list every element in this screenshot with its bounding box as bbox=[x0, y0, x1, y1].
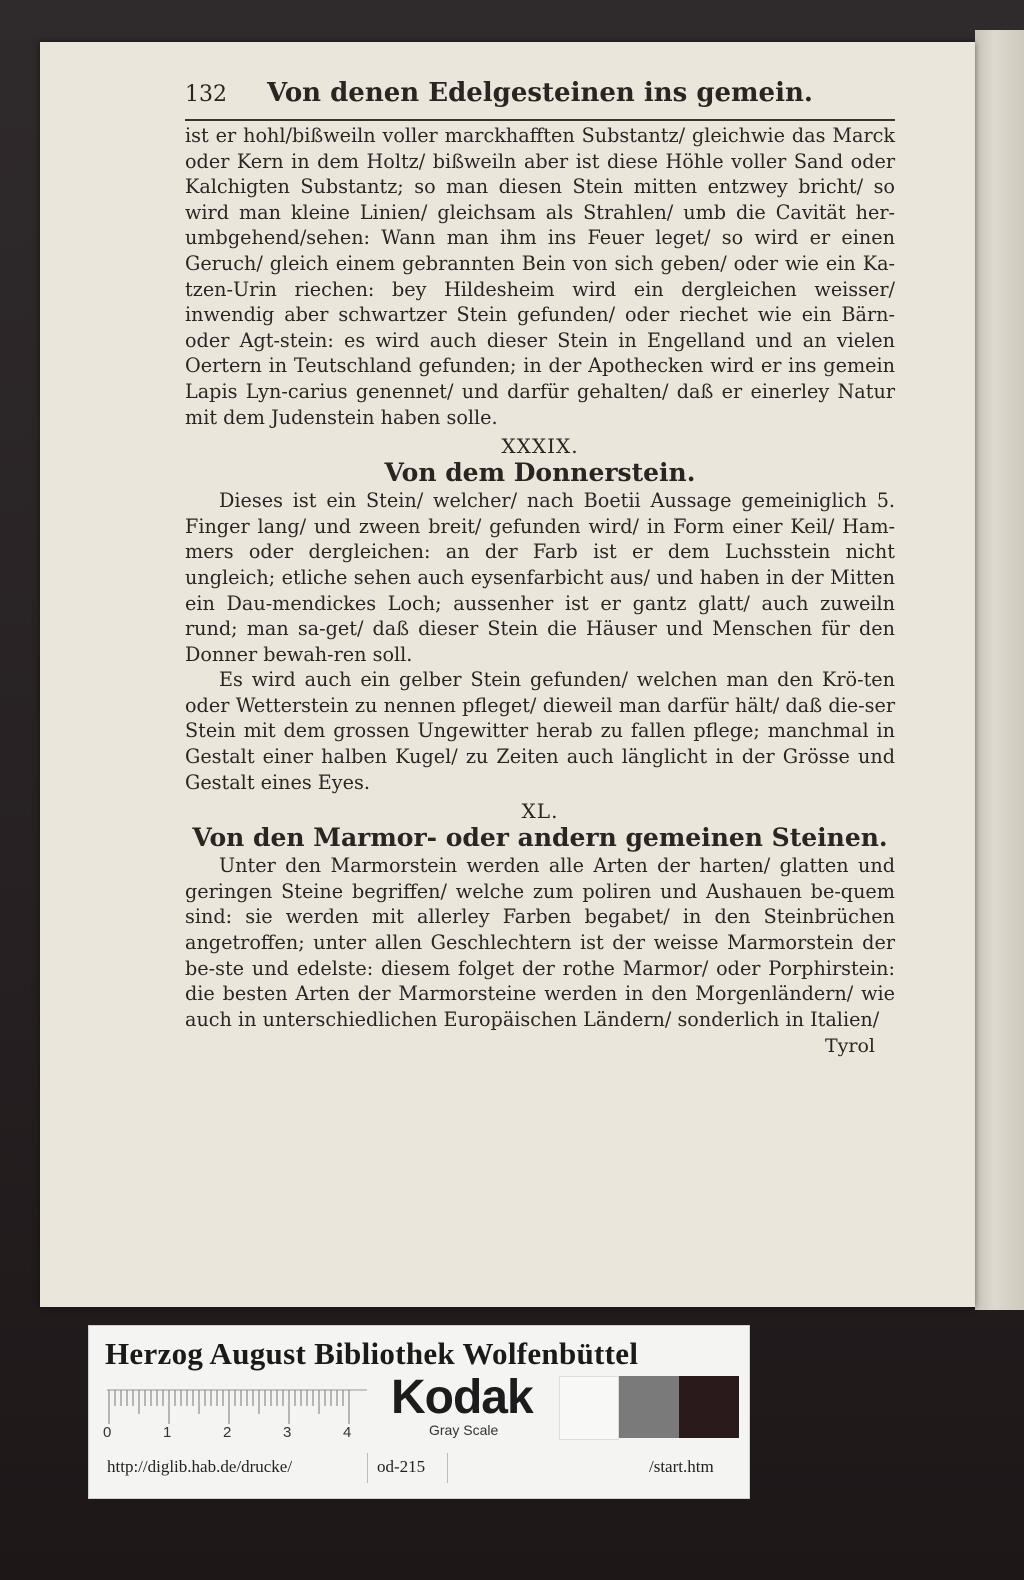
url-divider bbox=[367, 1453, 368, 1483]
section-39-paragraph-2: Es wird auch ein gelber Stein gefunden/ welchen man den Krö-ten oder Wetterstein zu nennen pfleget/ dieweil man darfür hält/ daß die-ser Stein mit dem grossen Ungewitter herab zu fallen pflege; manchmal in Gestalt einer halben Kugel/ zu Zeiten auch länglicht in der Grösse und Gestalt eines Eyes. bbox=[185, 668, 895, 794]
url-shelfmark: od-215 bbox=[377, 1457, 426, 1476]
gray-scale-label: Gray Scale bbox=[429, 1422, 499, 1438]
section-number-39: XXXIX. bbox=[501, 434, 579, 459]
page-header bbox=[185, 78, 895, 121]
url-base: http://diglib.hab.de/drucke/ bbox=[107, 1457, 293, 1476]
running-head: Von denen Edelgesteinen ins gemein. bbox=[267, 78, 813, 108]
url-divider bbox=[447, 1453, 448, 1483]
library-name: Herzog August Bibliothek Wolfenbüttel bbox=[105, 1336, 639, 1371]
ruler-label-2: 2 bbox=[223, 1424, 232, 1441]
ruler-label-4: 4 bbox=[343, 1424, 352, 1441]
intro-paragraph: ist er hohl/bißweiln voller marckhafften Substantz/ gleichwie das Marck oder Kern in dem Holtz/ bißweiln aber ist diese Höhle voller Sand oder Kalchigten Substantz; so man diesen Stein mitten entzwey bricht/ so wird man kleine Linien/ gleichsam als Strahlen/ umb die Cavität her-umbgehend/sehen: Wann man ihm ins Feuer leget/ so wird er einen Geruch/ gleich einem gebrannten Bein von sich geben/ oder wie ein Ka-tzen-Urin riechen: bey Hildesheim wird ein dergleichen weisser/ inwendig aber schwartzer Stein gefunden/ oder riechet wie ein Bärn- oder Agt-stein: es wird auch dieser Stein in Engelland und an vielen Oertern in Teutschland gefunden; in der Apothecken wird er ins gemein Lapis Lyn-carius genennet/ und darfür gehalten/ daß er einerley Natur mit dem Judenstein haben solle. bbox=[185, 124, 895, 429]
page-number: 132 bbox=[185, 82, 227, 107]
ruler-label-3: 3 bbox=[283, 1424, 292, 1441]
gray-swatch bbox=[619, 1376, 679, 1438]
section-number-40: XL. bbox=[521, 799, 559, 824]
facing-page-edge bbox=[975, 30, 1024, 1310]
ruler-label-1: 1 bbox=[163, 1424, 172, 1441]
ruler-label-0: 0 bbox=[103, 1424, 112, 1441]
black-swatch bbox=[679, 1376, 739, 1438]
white-swatch bbox=[559, 1376, 619, 1440]
page-content bbox=[185, 78, 895, 1058]
url-row bbox=[105, 1453, 735, 1483]
section-heading-donnerstein: Von dem Donnerstein. bbox=[384, 458, 696, 488]
scale-ruler bbox=[107, 1384, 367, 1426]
catchword: Tyrol bbox=[824, 1035, 875, 1058]
kodak-logo-text: Kodak bbox=[391, 1371, 533, 1424]
url-suffix: /start.htm bbox=[649, 1457, 714, 1476]
section-40-paragraph-1: Unter den Marmorstein werden alle Arten der harten/ glatten und geringen Steine begriffen/ welche zum poliren und Aushauen be-quem sind: sie werden mit allerley Farben begabet/ in den Steinbrüchen angetroffen; unter allen Geschlechtern ist der weisse Marmorstein der be-ste und edelste: diesem folget der rothe Marmor/ oder Porphirstein: die besten Arten der Marmorsteine werden in den Morgenländern/ wie auch in unterschiedlichen Europäischen Ländern/ sonderlich in Italien/ bbox=[185, 854, 895, 1031]
color-target-card bbox=[88, 1325, 750, 1499]
section-heading-marmor: Von den Marmor- oder andern gemeinen Steinen. bbox=[192, 823, 888, 853]
section-39-paragraph-1: Dieses ist ein Stein/ welcher/ nach Boetii Aussage gemeiniglich 5. Finger lang/ und zween breit/ gefunden wird/ in Form einer Keil/ Ham-mers oder dergleichen: an der Farb ist er dem Luchsstein nicht ungleich; etliche sehen auch eysenfarbicht aus/ und haben in der Mitten ein Dau-mendickes Loch; aussenher ist er gantz glatt/ auch zuweiln rund; man sa-get/ daß dieser Stein die Häuser und Menschen für den Donner bewah-ren soll. bbox=[185, 489, 895, 666]
